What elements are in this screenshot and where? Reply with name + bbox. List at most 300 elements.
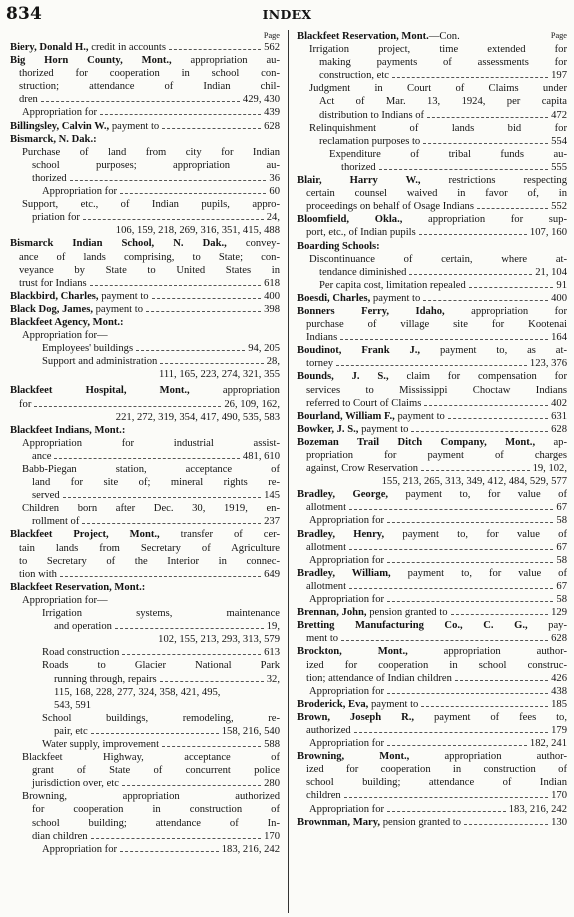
leader-dots [100, 114, 261, 115]
entry-text [306, 724, 351, 737]
leader-dots [448, 418, 548, 419]
leader-dots [411, 431, 548, 432]
entry-text [309, 685, 384, 698]
leader-dots [387, 745, 527, 746]
index-entry-heading [297, 488, 567, 501]
page-reference: 58 [556, 554, 567, 566]
page-reference: 554 [551, 135, 567, 147]
index-entry-heading [297, 344, 567, 357]
page-reference: 439 [264, 107, 280, 119]
index-entry-line [297, 514, 567, 527]
index-entry-heading [10, 237, 280, 250]
entry-name: Blackfeet Reservation, Mont.: [10, 581, 146, 593]
entry-text [32, 777, 119, 790]
entry-text [54, 725, 88, 738]
entry-description: trust for Indians [19, 277, 87, 289]
entry-description: Per capita cost, limitation repealed [319, 279, 466, 291]
index-entry-line [10, 542, 280, 555]
page-reference: 237 [264, 516, 280, 528]
entry-text [22, 106, 97, 119]
index-entry-heading [297, 436, 567, 449]
page-reference: 179 [551, 724, 567, 736]
index-entry-line [297, 200, 567, 213]
index-entry-line [297, 82, 567, 95]
index-entry-line [297, 724, 567, 737]
entry-description: and operation [54, 621, 112, 633]
entry-name: Blair, Harry W., [297, 175, 421, 187]
entry-text [297, 423, 408, 436]
entry-name: Bradley, George, [297, 489, 389, 501]
index-entry-line [297, 685, 567, 698]
entry-description: proceedings on behalf of Osage Indians [306, 201, 474, 213]
index-entry-line [10, 93, 280, 106]
entry-description: Appropriation for [309, 685, 385, 697]
leader-dots [424, 405, 548, 406]
entry-text [54, 673, 157, 686]
index-column-right [297, 30, 567, 829]
entry-description: Blackfeet Highway, acceptance of [22, 752, 280, 764]
entry-description: Indians [306, 332, 338, 344]
index-entry-line [10, 620, 280, 633]
entry-text [306, 226, 416, 239]
entry-description: appropriation [189, 385, 280, 397]
entry-description: tain lands from Secretary of Agriculture [19, 542, 280, 554]
entry-description: Appropriation for [309, 554, 385, 566]
index-entry-line [10, 659, 280, 672]
index-entry-heading [10, 316, 280, 329]
entry-description: appropriation au- [171, 55, 280, 67]
leader-dots [392, 77, 548, 78]
entry-description: Road construction [42, 647, 120, 659]
index-entry-line [297, 161, 567, 174]
index-entry-line [297, 187, 567, 200]
index-entry-line [297, 737, 567, 750]
entry-description: 115, 168, 228, 277, 324, 358, 421, 495, [54, 686, 221, 698]
index-entry-line [10, 355, 280, 368]
index-entry-line [297, 462, 567, 475]
index-entry-heading [10, 290, 280, 303]
entry-name: Blackfeet Project, Mont., [10, 529, 160, 541]
entry-description: Water supply, improvement [42, 738, 160, 750]
entry-text [42, 342, 133, 355]
entry-text [42, 646, 119, 659]
index-entry-line [297, 541, 567, 554]
entry-description: tendance diminished [319, 266, 407, 278]
entry-description: purchase of village site for Kootenai [306, 319, 567, 331]
leader-dots [63, 497, 261, 498]
entry-description: dian children [32, 830, 88, 842]
entry-text [32, 830, 88, 843]
entry-description: transfer of cer- [159, 529, 280, 541]
entry-description: payment to, as at- [420, 345, 567, 357]
entry-description: Appropriation for [309, 803, 385, 815]
leader-dots [136, 350, 245, 351]
index-entry-line [10, 515, 280, 528]
entry-name: Brownman, Mary, [297, 816, 381, 828]
entry-text [306, 501, 346, 514]
entry-text [306, 632, 338, 645]
entry-description: jurisdiction over, etc [32, 778, 119, 790]
index-entry-line [297, 803, 567, 816]
entry-description: propriation for payment of charges [306, 450, 567, 461]
leader-dots [387, 811, 506, 812]
entry-text [32, 450, 51, 463]
index-entry-line [297, 763, 567, 776]
leader-dots [421, 470, 529, 471]
index-entry-heading [297, 370, 567, 383]
leader-dots [423, 143, 548, 144]
entry-description: payment to [368, 698, 419, 710]
index-entry-line [297, 501, 567, 514]
index-entry-line [297, 109, 567, 122]
page-reference: 400 [551, 292, 567, 304]
page-references-continued: 102, 155, 213, 293, 313, 579 [158, 634, 280, 646]
entry-description: certain counsel waived in favor of, in [306, 188, 567, 200]
leader-dots [83, 219, 264, 220]
index-entry-line [297, 253, 567, 266]
leader-dots [387, 601, 553, 602]
entry-description: torney [306, 358, 334, 370]
page-reference: 32, [266, 673, 280, 685]
index-entry-line [297, 659, 567, 672]
page-reference: 628 [551, 633, 567, 645]
entry-name: Blackfeet Hospital, Mont., [10, 385, 190, 397]
entry-text [32, 489, 60, 502]
entry-text [10, 41, 166, 54]
index-entry-heading [10, 424, 280, 437]
index-entry-line [10, 211, 280, 224]
index-entry-line [10, 251, 280, 264]
index-entry-heading [10, 528, 280, 541]
entry-description: referred to Court of Claims [306, 397, 422, 409]
index-entry-line [297, 776, 567, 789]
entry-description: struction; attendance of Indian chil- [19, 81, 280, 93]
page-reference: 164 [551, 332, 567, 344]
page-reference: 130 [551, 816, 567, 828]
page-reference: 170 [551, 790, 567, 802]
entry-description: payment to [394, 410, 445, 422]
index-entry-line [297, 672, 567, 685]
entry-text [306, 672, 452, 685]
page-reference: 91 [556, 279, 567, 291]
index-entry-line [10, 342, 280, 355]
entry-name: Bourland, William F., [297, 410, 395, 422]
entry-name: Bloomfield, Okla., [297, 214, 403, 226]
leader-dots [54, 458, 240, 459]
entry-description: payment to [370, 292, 421, 304]
leader-dots [152, 298, 262, 299]
entry-name: Boesdi, Charles, [297, 292, 371, 304]
index-entry-heading [297, 645, 567, 658]
entry-description: Browning, appropriation authorized [22, 791, 280, 803]
page-reference: 21, 104 [535, 266, 567, 278]
entry-text [297, 698, 418, 711]
entry-description: appropriation author- [409, 751, 567, 763]
index-entry-line [10, 830, 280, 843]
leader-dots [60, 576, 261, 577]
entry-description: Support and administration [42, 356, 158, 368]
page-reference: 183, 216, 242 [508, 803, 567, 815]
entry-name: Bradley, Henry, [297, 528, 385, 540]
index-entry-line [10, 790, 280, 803]
page-reference: 562 [264, 42, 280, 53]
leader-dots [41, 101, 240, 102]
leader-dots [34, 406, 221, 407]
page-reference: 426 [551, 672, 567, 684]
leader-dots [464, 824, 548, 825]
entry-description: allotment [306, 580, 347, 592]
index-entry-line [10, 502, 280, 515]
entry-name: Bradley, William, [297, 567, 391, 579]
leader-dots [162, 128, 261, 129]
entry-name: Bismarck Indian School, N. Dak., [10, 238, 227, 250]
leader-dots [349, 588, 553, 589]
page-reference: 58 [556, 515, 567, 527]
leader-dots [419, 234, 527, 235]
index-entry-heading [297, 528, 567, 541]
entry-description: Appropriation for [22, 107, 98, 119]
index-entry-line [10, 159, 280, 172]
index-entry-heading [297, 750, 567, 763]
index-entry-line [297, 43, 567, 56]
page-references-continued: 111, 165, 223, 274, 321, 355 [158, 369, 280, 381]
entry-description: payment to, for value of [388, 489, 567, 501]
index-entry-line [297, 357, 567, 370]
leader-dots [160, 363, 263, 364]
index-entry-heading [297, 816, 567, 829]
entry-description: Appropriation for— [22, 330, 108, 342]
entry-text [42, 355, 157, 368]
entry-text [309, 593, 384, 606]
page-reference: 158, 216, 540 [221, 725, 280, 737]
index-entry-line [10, 277, 280, 290]
entry-text [42, 738, 159, 751]
index-entry-line [297, 69, 567, 82]
page-reference: 197 [551, 70, 567, 82]
entry-description: thorized [32, 172, 67, 184]
entry-name: Boudinot, Frank J., [297, 345, 421, 357]
index-entry-heading [297, 305, 567, 318]
index-entry-line [297, 789, 567, 802]
entry-text [32, 211, 80, 224]
entry-name: Big Horn County, Mont., [10, 55, 172, 67]
index-entry-line [297, 226, 567, 239]
page-reference: 58 [556, 594, 567, 606]
leader-dots [82, 523, 261, 524]
leader-dots [451, 614, 549, 615]
page-reference: 28, [266, 356, 280, 368]
entry-description: Children born after Dec. 30, 1919, en- [22, 503, 280, 515]
index-entry-line [10, 185, 280, 198]
index-entry-line [10, 463, 280, 476]
entry-text [319, 109, 424, 122]
index-entry-line [10, 398, 280, 411]
entry-description: grant of State of concurrent police [32, 765, 280, 777]
entry-text [297, 606, 448, 619]
index-entry-line [297, 148, 567, 161]
entry-text [306, 331, 337, 344]
index-entry-line [10, 607, 280, 620]
index-entry-line [297, 449, 567, 462]
leader-dots [91, 838, 262, 839]
page-reference: 618 [264, 277, 280, 289]
page-reference: 631 [551, 410, 567, 422]
entry-text [306, 789, 341, 802]
index-entry-line [10, 764, 280, 777]
entry-description: veyance by State to United States in [19, 264, 280, 276]
entry-description: ized for cooperation in construction of [306, 764, 567, 776]
entry-description: claim for compensation for [388, 371, 567, 383]
leader-dots [344, 797, 548, 798]
entry-name: Blackfeet Agency, Mont.: [10, 316, 124, 328]
entry-description: priation for [32, 212, 80, 224]
entry-description: land for site of; mineral rights re- [32, 477, 280, 489]
page-reference: 552 [551, 201, 567, 213]
index-entry-line [10, 803, 280, 816]
page-column-label: Page [263, 31, 280, 40]
index-entry-line [10, 751, 280, 764]
leader-dots [340, 339, 548, 340]
leader-dots [91, 733, 219, 734]
entry-name: Broderick, Eva, [297, 698, 369, 710]
entry-description: Babb-Piegan station, acceptance of [22, 464, 280, 475]
page-reference: 19, [266, 621, 280, 633]
entry-description: Support, etc., of Indian pupils, appro- [22, 199, 280, 211]
page-reference: 129 [551, 607, 567, 619]
page-reference: 588 [264, 738, 280, 750]
page-references-continued: 106, 159, 218, 269, 316, 351, 415, 488 [115, 225, 280, 237]
index-entry-line [297, 266, 567, 279]
page-reference: 398 [264, 303, 280, 315]
entry-description: —Con. [428, 31, 460, 42]
leader-dots [120, 851, 219, 852]
entry-description: Appropriation for [309, 738, 385, 750]
index-entry-heading [297, 30, 567, 43]
index-entry-heading [10, 54, 280, 67]
leader-dots [169, 49, 261, 50]
index-entry-line [10, 777, 280, 790]
entry-description: distribution to Indians of [319, 109, 425, 121]
entry-text [306, 397, 421, 410]
leader-dots [409, 274, 532, 275]
entry-description: rollment of [32, 516, 80, 528]
entry-name: Bozeman Trail Ditch Company, Mont., [297, 436, 536, 448]
entry-description: served [32, 490, 60, 502]
index-entry-line [297, 632, 567, 645]
entry-description: payment to, for value of [384, 528, 567, 540]
entry-description: making payments of assessments for [319, 57, 567, 69]
leader-dots [354, 732, 548, 733]
entry-name: Bowker, J. S., [297, 423, 359, 435]
entry-text [297, 410, 445, 423]
index-entry-heading [297, 423, 567, 436]
leader-dots [421, 706, 548, 707]
index-entry-line [10, 80, 280, 93]
entry-description: running through, repairs [54, 673, 157, 685]
page-reference: 36 [269, 172, 280, 184]
entry-description: Irrigation project, time extended for [309, 44, 567, 56]
index-entry-line [10, 594, 280, 607]
index-entry-line [10, 568, 280, 581]
index-entry-line [10, 437, 280, 450]
leader-dots [115, 628, 264, 629]
index-entry-line [297, 580, 567, 593]
entry-text [42, 843, 117, 856]
entry-description: reclamation purposes to [319, 135, 421, 147]
page-reference: 67 [556, 580, 567, 592]
entry-text [42, 185, 117, 198]
index-entry-line [10, 146, 280, 159]
entry-description: pension granted to [366, 607, 448, 619]
entry-description: for [19, 398, 32, 410]
page-reference: 26, 109, 162, [224, 398, 280, 410]
leader-dots [469, 287, 554, 288]
entry-name: Bretting Manufacturing Co., C. G., [297, 620, 528, 632]
entry-description: authorized [306, 724, 351, 736]
entry-text [297, 292, 420, 305]
index-entry-line [10, 817, 280, 830]
page-reference: 481, 610 [242, 450, 280, 462]
entry-description: to Secretary of the Interior in connec- [19, 555, 280, 567]
index-entry-heading [10, 41, 280, 54]
entry-description: Relinquishment of lands bid for [309, 122, 567, 134]
page-reference: 555 [551, 161, 567, 173]
page-reference: 182, 241 [529, 738, 567, 750]
index-entry-line [297, 318, 567, 331]
entry-description: restrictions respecting [420, 175, 567, 187]
page-reference: 613 [264, 647, 280, 659]
entry-description: Appropriation for [42, 186, 118, 198]
entry-text [297, 816, 461, 829]
index-entry-line [10, 555, 280, 568]
entry-description: payment to, for value of [390, 567, 567, 579]
entry-description: convey- [226, 238, 280, 250]
index-entry-heading [10, 581, 280, 594]
index-entry-line [297, 331, 567, 344]
entry-name: Brown, Joseph R., [297, 711, 415, 723]
leader-dots [387, 522, 553, 523]
index-entry-line [10, 329, 280, 342]
page-header [6, 4, 568, 24]
entry-name: Browning, Mont., [297, 751, 410, 763]
index-entry-heading [297, 240, 567, 253]
page-reference: 67 [556, 541, 567, 553]
index-entry-heading [297, 711, 567, 724]
entry-text [309, 737, 384, 750]
entry-text [19, 277, 87, 290]
page-reference: 429, 430 [242, 94, 280, 106]
entry-description: tion with [19, 568, 57, 580]
entry-description: allotment [306, 502, 347, 514]
entry-description: Appropriation for— [22, 594, 108, 606]
page-reference: 145 [264, 490, 280, 502]
index-entry-line [10, 264, 280, 277]
entry-description: pay- [527, 620, 567, 632]
page-reference: 628 [264, 120, 280, 132]
entry-description: appropriation for [444, 305, 567, 317]
entry-name: Biery, Donald H., [10, 42, 89, 53]
index-entry-heading [297, 292, 567, 305]
entry-description: Expenditure of tribal funds au- [329, 148, 567, 160]
entry-text [19, 568, 57, 581]
page-reference: 19, 102, [532, 463, 567, 475]
entry-text [32, 172, 67, 185]
entry-description: pair, etc [54, 725, 88, 737]
entry-text [10, 120, 159, 133]
entry-text [19, 93, 38, 106]
entry-text [306, 200, 474, 213]
entry-description: ance [32, 450, 52, 462]
